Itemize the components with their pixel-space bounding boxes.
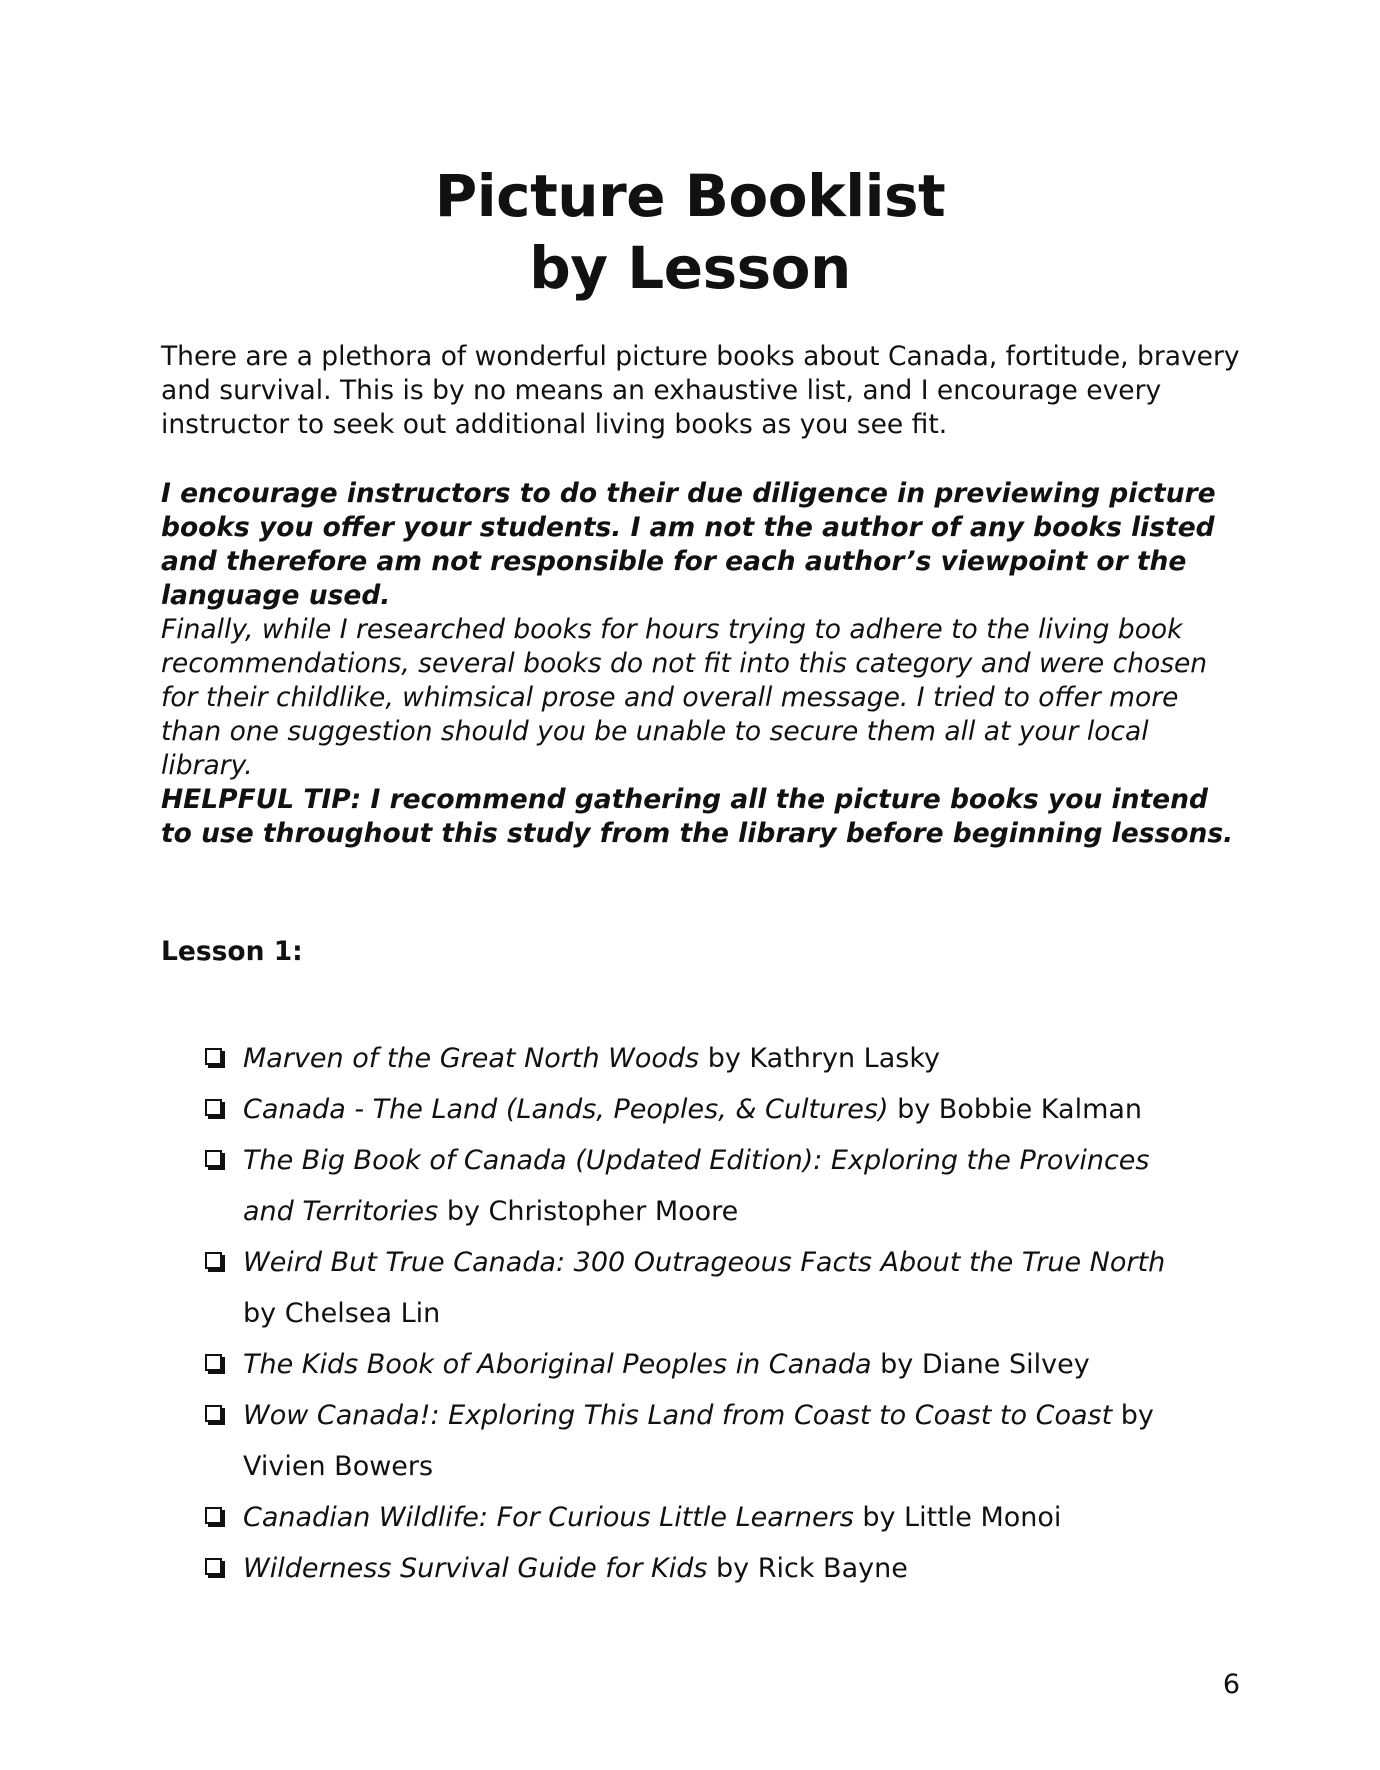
checkbox-icon[interactable] <box>205 1252 222 1269</box>
book-title: The Kids Book of Aboriginal Peoples in Canada <box>243 1349 872 1380</box>
checkbox-icon[interactable] <box>205 1507 222 1524</box>
book-item <box>205 1339 1205 1390</box>
book-title: Canada - The Land (Lands, Peoples, & Cultures) <box>243 1094 889 1125</box>
book-title: Wow Canada!: Exploring This Land from Coast to Coast to Coast <box>243 1400 1113 1431</box>
book-title: Weird But True Canada: 300 Outrageous Facts About the True North <box>243 1247 1166 1278</box>
note-paragraph: Finally, while I researched books for hours trying to adhere to the living book recommendations, several books do not fit into this category and were chosen for their childlike, whimsical prose and overall message. I tried to offer more than one suggestion should you be unable to secure them all at your local library. <box>161 614 1208 781</box>
book-item <box>205 1237 1205 1339</box>
book-item <box>205 1390 1205 1492</box>
page-number: 6 <box>1222 1669 1240 1700</box>
page-title-line-1: Picture Booklist <box>434 162 946 230</box>
book-title: Canadian Wildlife: For Curious Little Learners <box>243 1502 854 1533</box>
checkbox-icon[interactable] <box>205 1558 222 1575</box>
book-item <box>205 1084 1205 1135</box>
checkbox-icon[interactable] <box>205 1405 222 1422</box>
book-author: by Diane Silvey <box>880 1349 1090 1380</box>
book-author: by Little Monoi <box>862 1502 1062 1533</box>
checkbox-icon[interactable] <box>205 1150 222 1167</box>
book-item <box>205 1033 1205 1084</box>
book-list <box>205 1033 1205 1594</box>
book-title: The Big Book of Canada (Updated Edition): Exploring the Provinces and Territories <box>243 1145 1150 1227</box>
book-author: by Kathryn Lasky <box>707 1043 940 1074</box>
checkbox-icon[interactable] <box>205 1354 222 1371</box>
book-author: by Bobbie Kalman <box>897 1094 1143 1125</box>
intro-paragraph: There are a plethora of wonderful picture books about Canada, fortitude, bravery and survival. This is by no means an exhaustive list, and I encourage every instructor to seek out additional living books as you see fit. <box>161 341 1240 440</box>
book-author: by Vivien Bowers <box>243 1400 1154 1482</box>
lesson-heading: Lesson 1: <box>161 936 303 967</box>
disclaimer-paragraph: I encourage instructors to do their due diligence in previewing picture books you offer your students. I am not the author of any books listed and therefore am not responsible for each author’s viewpoint or the language used. <box>161 478 1216 611</box>
book-author: by Christopher Moore <box>446 1196 739 1227</box>
page-title <box>0 160 1380 304</box>
checkbox-icon[interactable] <box>205 1048 222 1065</box>
book-title: Wilderness Survival Guide for Kids <box>243 1553 708 1584</box>
book-title: Marven of the Great North Woods <box>243 1043 700 1074</box>
book-item <box>205 1543 1205 1594</box>
book-author: by Rick Bayne <box>716 1553 908 1584</box>
book-item <box>205 1135 1205 1237</box>
checkbox-icon[interactable] <box>205 1099 222 1116</box>
helpful-tip-paragraph: HELPFUL TIP: I recommend gathering all the picture books you intend to use throughout this study from the library before beginning lessons. <box>161 784 1234 849</box>
book-item <box>205 1492 1205 1543</box>
page-title-line-2: by Lesson <box>529 234 851 302</box>
book-author: by Chelsea Lin <box>243 1298 441 1329</box>
